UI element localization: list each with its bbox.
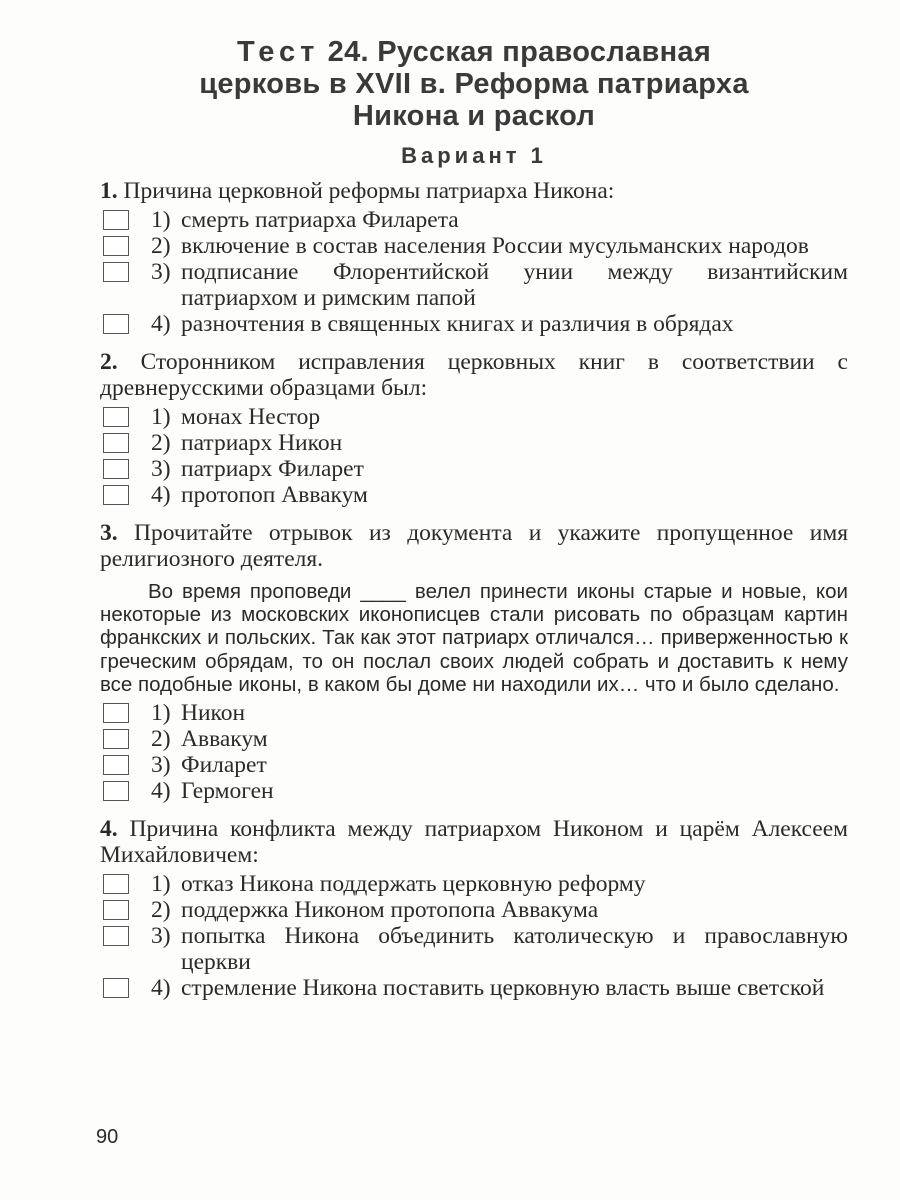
option-number: 3) <box>151 259 171 285</box>
answer-option[interactable] <box>100 975 848 1001</box>
question-text <box>100 816 848 868</box>
answer-option[interactable] <box>100 871 848 897</box>
question-number: 3. <box>100 520 118 546</box>
option-text: протопоп Аввакум <box>181 482 368 508</box>
option-text: Филарет <box>181 752 267 779</box>
page-title <box>100 36 848 132</box>
question-prompt: Сторонником исправления церковных книг в соответствии с древнерусскими образцами был: <box>100 349 848 401</box>
option-text: стремление Никона поставить церковную власть выше светской <box>181 975 825 1002</box>
question-2 <box>100 349 848 508</box>
answer-checkbox[interactable] <box>103 407 129 427</box>
option-number: 4) <box>151 975 171 1002</box>
option-text: поддержка Никоном протопопа Аввакума <box>181 897 599 924</box>
page <box>100 0 848 1001</box>
answer-checkbox[interactable] <box>103 433 129 453</box>
question-number: 2. <box>100 349 118 375</box>
answer-checkbox[interactable] <box>103 459 129 479</box>
option-text: Гермоген <box>181 778 274 805</box>
answer-option[interactable] <box>100 700 848 726</box>
title-line-1: 24. Русская православная <box>319 36 712 68</box>
question-prompt: Причина конфликта между патриархом Никоном и царём Алексеем Михайловичем: <box>100 816 849 869</box>
question-list <box>100 178 848 1001</box>
option-text: патриарх Никон <box>181 430 343 456</box>
answer-option[interactable] <box>100 923 848 975</box>
answer-checkbox[interactable] <box>103 729 129 749</box>
option-number: 2) <box>151 233 171 259</box>
variant-heading: Вариант 1 <box>401 143 547 168</box>
answer-checkbox[interactable] <box>103 874 129 894</box>
option-text: Никон <box>181 700 246 727</box>
question-3 <box>100 520 848 804</box>
option-text: монах Нестор <box>181 404 321 430</box>
answer-checkbox[interactable] <box>103 703 129 723</box>
option-number: 4) <box>151 311 171 337</box>
answer-checkbox[interactable] <box>103 978 129 998</box>
question-number: 4. <box>100 816 118 843</box>
option-number: 2) <box>151 726 171 753</box>
title-prefix: Тест <box>236 36 320 68</box>
answer-checkbox[interactable] <box>103 210 129 230</box>
question-text <box>100 178 848 204</box>
option-text: Аввакум <box>181 726 268 753</box>
answer-option[interactable] <box>100 752 848 778</box>
question-prompt: Причина церковной реформы патриарха Никона: <box>123 178 615 204</box>
title-line-3: Никона и раскол <box>352 100 596 132</box>
option-number: 3) <box>151 752 171 779</box>
answer-option[interactable] <box>100 207 848 233</box>
answer-option[interactable] <box>100 897 848 923</box>
options <box>100 404 848 508</box>
option-text: попытка Никона объединить католическую и православную церкви <box>181 923 848 976</box>
option-text: разночтения в священных книгах и различия в обрядах <box>181 311 734 337</box>
option-number: 2) <box>151 430 171 456</box>
question-text <box>100 520 848 572</box>
answer-option[interactable] <box>100 259 848 311</box>
option-number: 1) <box>151 871 171 898</box>
answer-option[interactable] <box>100 311 848 337</box>
option-number: 3) <box>151 456 171 482</box>
answer-option[interactable] <box>100 233 848 259</box>
question-text <box>100 349 848 401</box>
answer-option[interactable] <box>100 726 848 752</box>
answer-checkbox[interactable] <box>103 926 129 946</box>
answer-option[interactable] <box>100 456 848 482</box>
answer-checkbox[interactable] <box>103 236 129 256</box>
answer-option[interactable] <box>100 430 848 456</box>
question-4 <box>100 816 848 1001</box>
answer-checkbox[interactable] <box>103 755 129 775</box>
options <box>100 871 848 1001</box>
answer-checkbox[interactable] <box>103 314 129 334</box>
page-number: 90 <box>96 1126 119 1148</box>
option-number: 1) <box>151 404 171 430</box>
option-number: 1) <box>151 700 171 727</box>
answer-checkbox[interactable] <box>103 262 129 282</box>
option-text: смерть патриарха Филарета <box>181 207 459 233</box>
option-number: 4) <box>151 778 171 805</box>
option-text: патриарх Филарет <box>181 456 364 482</box>
question-1 <box>100 178 848 337</box>
answer-checkbox[interactable] <box>103 781 129 801</box>
answer-checkbox[interactable] <box>103 900 129 920</box>
option-number: 1) <box>151 207 171 233</box>
option-number: 4) <box>151 482 171 508</box>
document-excerpt: Во время проповеди ____ велел принести иконы старые и новые, кои некоторые из московских иконописцев стали рисовать по образцам картин франкских и польских. Так как этот патриарх отличался… приверженностью к греческим обрядам, то он послал своих людей собрать и доставить к нему все подобные иконы, в каком бы доме ни находили их… что и было сделано. <box>100 580 848 696</box>
question-number: 1. <box>100 178 118 204</box>
option-number: 2) <box>151 897 171 924</box>
option-number: 3) <box>151 923 171 950</box>
answer-checkbox[interactable] <box>103 485 129 505</box>
question-prompt: Прочитайте отрывок из документа и укажите пропущенное имя религиозного деятеля. <box>100 520 848 572</box>
options <box>100 700 848 804</box>
answer-option[interactable] <box>100 404 848 430</box>
option-text: подписание Флорентийской унии между византийским патриархом и римским папой <box>181 259 848 311</box>
title-line-2: церковь в XVII в. Реформа патриарха <box>199 68 749 100</box>
option-text: отказ Никона поддержать церковную реформу <box>181 871 646 898</box>
answer-option[interactable] <box>100 778 848 804</box>
options <box>100 207 848 337</box>
option-text: включение в состав населения России мусульманских народов <box>181 233 809 259</box>
answer-option[interactable] <box>100 482 848 508</box>
